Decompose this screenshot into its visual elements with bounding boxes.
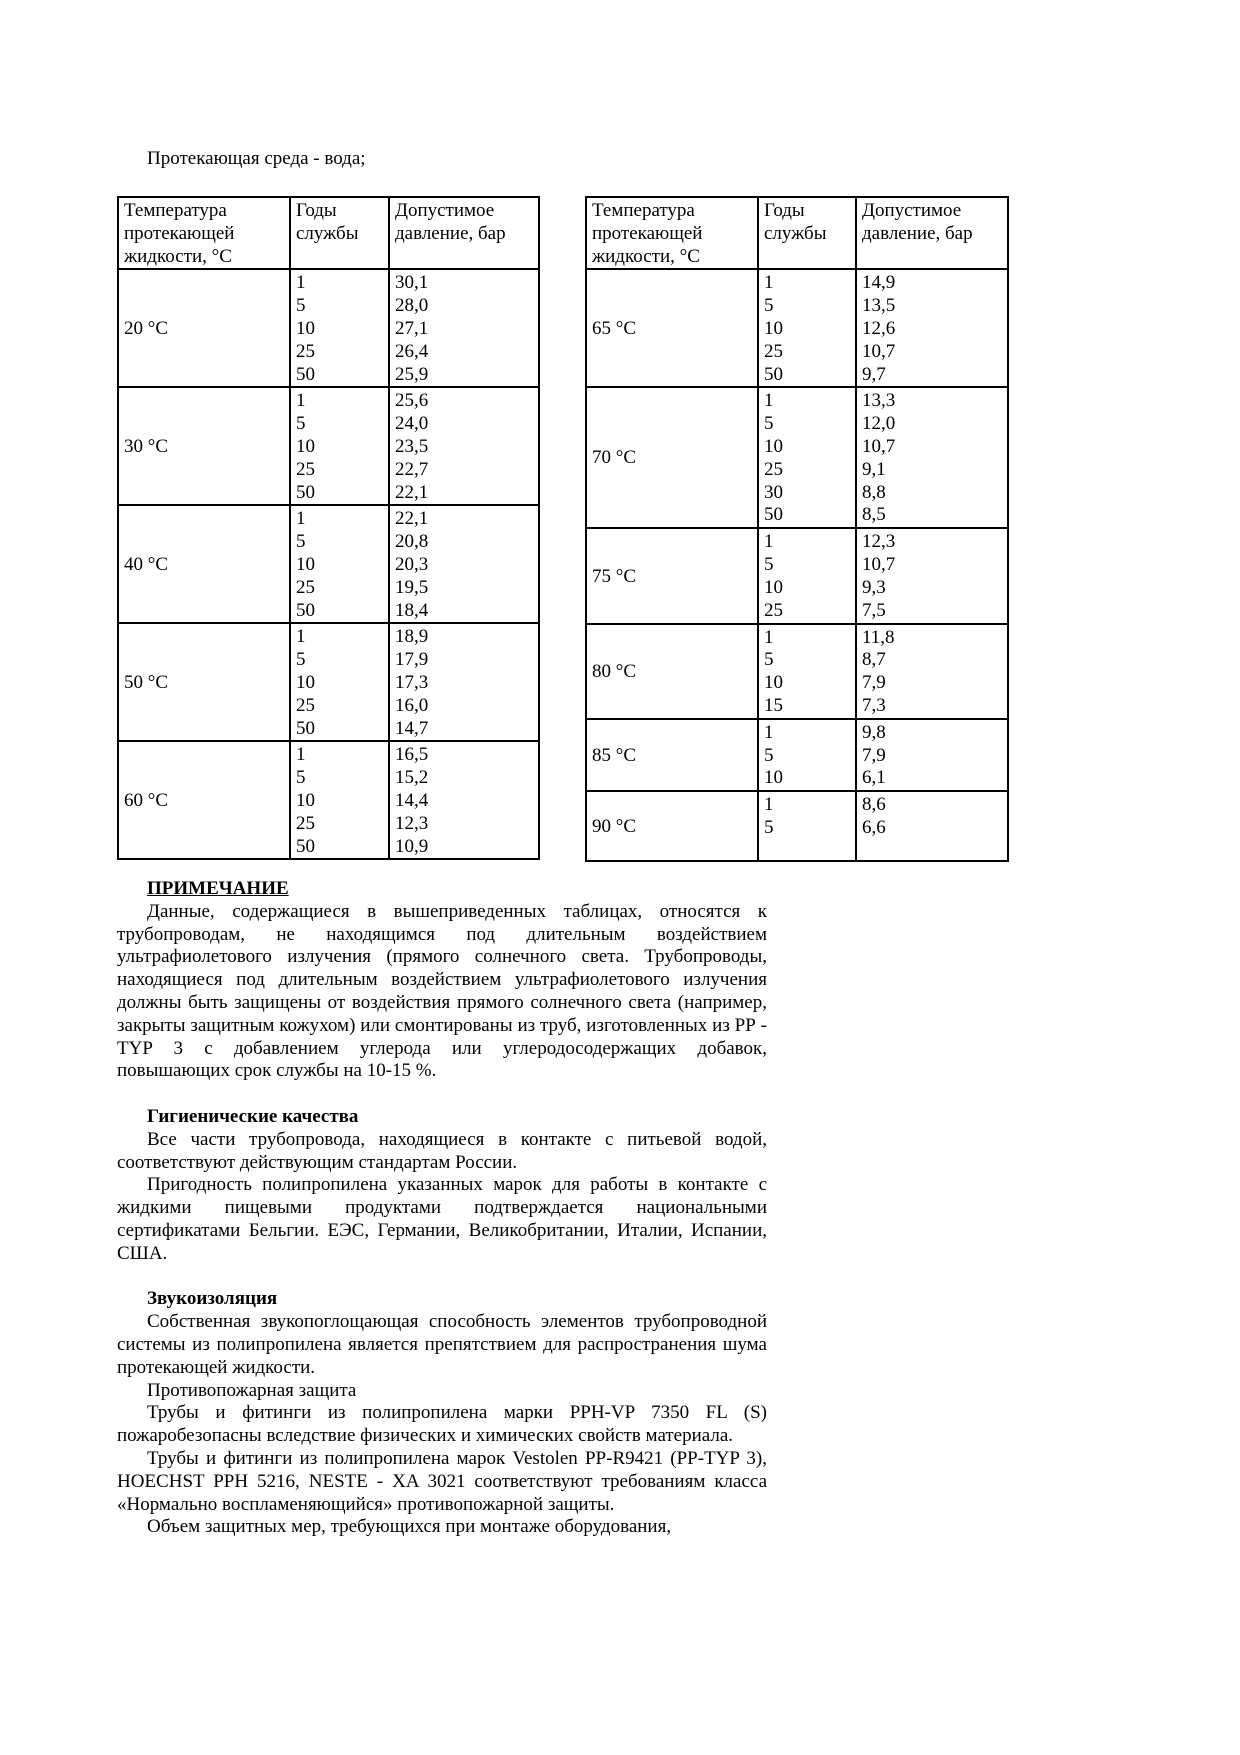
- header-temperature: [118, 197, 290, 269]
- pressure-value: 10,9: [395, 835, 429, 857]
- years-value: 1: [296, 390, 306, 412]
- years-value: 5: [296, 649, 306, 671]
- note-heading: ПРИМЕЧАНИЕ: [147, 878, 289, 899]
- years-cell: [758, 269, 856, 387]
- temperature-cell: 60 °С: [118, 741, 290, 859]
- pressure-value: 23,5: [395, 435, 429, 457]
- years-value: 1: [296, 744, 306, 766]
- pressure-value: 15,2: [395, 767, 429, 789]
- years-cell: [758, 387, 856, 528]
- pressure-cell: [856, 528, 1008, 623]
- table-row: [586, 528, 1008, 623]
- header-row: [118, 197, 539, 269]
- years-value: 10: [764, 435, 783, 457]
- years-value: 10: [296, 671, 315, 693]
- header-line: службы: [764, 222, 827, 244]
- years-cell: [290, 387, 389, 505]
- header-years: [758, 197, 856, 269]
- pressure-value: 9,8: [862, 721, 886, 743]
- header-line: Температура: [592, 200, 695, 221]
- table-row: [118, 741, 539, 859]
- pressure-cell: [389, 741, 539, 859]
- temperature-cell: 70 °С: [586, 387, 758, 528]
- pressure-value: 12,0: [862, 413, 896, 435]
- pressure-value: 9,1: [862, 458, 886, 480]
- pressure-value: 16,0: [395, 694, 429, 716]
- years-value: 25: [296, 458, 315, 480]
- header-line: службы: [296, 222, 359, 244]
- years-value: 15: [764, 694, 783, 716]
- pressure-table-left: [117, 196, 540, 860]
- years-cell: [290, 741, 389, 859]
- years-value: 5: [764, 744, 774, 766]
- table-row: [586, 719, 1008, 791]
- pressure-value: 16,5: [395, 744, 429, 766]
- header-line: Допустимое: [395, 200, 495, 221]
- pressure-cell: [389, 623, 539, 741]
- header-line: давление, бар: [862, 222, 973, 244]
- years-value: 5: [764, 295, 774, 317]
- header-line: Годы: [764, 200, 805, 221]
- years-value: 25: [764, 458, 783, 480]
- pressure-cell: [856, 269, 1008, 387]
- pressure-value: 8,7: [862, 649, 886, 671]
- pressure-value: 25,9: [395, 363, 429, 385]
- pressure-value: 22,7: [395, 458, 429, 480]
- pressure-value: 27,1: [395, 317, 429, 339]
- years-value: 5: [764, 413, 774, 435]
- years-value: 50: [296, 481, 315, 503]
- pressure-value: 7,3: [862, 694, 886, 716]
- pressure-cell: [389, 505, 539, 623]
- pressure-value: 8,5: [862, 504, 886, 526]
- temperature-cell: 90 °С: [586, 791, 758, 861]
- header-pressure: [389, 197, 539, 269]
- intro-text: Протекающая среда - вода;: [147, 148, 366, 169]
- years-cell: [290, 505, 389, 623]
- years-value: 25: [764, 340, 783, 362]
- pressure-table-right: [585, 196, 1009, 862]
- header-line: Годы: [296, 200, 337, 221]
- table-row: [118, 623, 539, 741]
- years-value: 50: [296, 835, 315, 857]
- years-value: 5: [296, 295, 306, 317]
- years-value: 5: [764, 816, 774, 838]
- pressure-cell: [856, 624, 1008, 719]
- pressure-value: 6,1: [862, 767, 886, 789]
- pressure-value: 10,7: [862, 435, 896, 457]
- pressure-value: 17,3: [395, 671, 429, 693]
- header-line: протекающей: [592, 222, 703, 244]
- years-value: 1: [764, 390, 774, 412]
- pressure-value: 7,5: [862, 599, 886, 621]
- years-value: 1: [764, 531, 774, 553]
- years-cell: [290, 269, 389, 387]
- years-value: 25: [764, 599, 783, 621]
- years-value: 25: [296, 694, 315, 716]
- years-cell: [758, 791, 856, 861]
- pressure-value: 26,4: [395, 340, 429, 362]
- years-cell: [758, 528, 856, 623]
- years-value: 1: [764, 272, 774, 294]
- pressure-value: 18,9: [395, 626, 429, 648]
- temperature-cell: 40 °С: [118, 505, 290, 623]
- years-cell: [290, 623, 389, 741]
- pressure-cell: [856, 791, 1008, 861]
- years-value: 10: [296, 317, 315, 339]
- temperature-cell: 30 °С: [118, 387, 290, 505]
- header-years: [290, 197, 389, 269]
- table-row: [118, 387, 539, 505]
- years-value: 30: [764, 481, 783, 503]
- years-value: 5: [296, 413, 306, 435]
- pressure-value: 14,9: [862, 272, 896, 294]
- years-value: 50: [764, 363, 783, 385]
- years-value: 1: [764, 721, 774, 743]
- years-value: 5: [764, 649, 774, 671]
- pressure-value: 6,6: [862, 816, 886, 838]
- pressure-value: 9,3: [862, 576, 886, 598]
- table-row: [586, 791, 1008, 861]
- fire-paragraph-2: Трубы и фитинги из полипропилена марок Vestolen PP-R9421 (PP-TYP 3), HOECHST PPH 5216, NESTE - XA 3021 соответствуют требованиям класса «Нормально воспламеняющийся» противопожарной защиты.: [117, 1447, 767, 1515]
- pressure-value: 13,3: [862, 390, 896, 412]
- years-value: 10: [764, 576, 783, 598]
- header-line: давление, бар: [395, 222, 506, 244]
- table-row: [118, 269, 539, 387]
- years-value: 25: [296, 812, 315, 834]
- pressure-value: 24,0: [395, 413, 429, 435]
- hygiene-paragraph-2: Пригодность полипропилена указанных марок для работы в контакте с жидкими пищевыми продуктами подтверждается национальными сертификатами Бельгии. ЕЭС, Германии, Великобритании, Италии, Испании, США.: [117, 1174, 767, 1264]
- pressure-value: 14,4: [395, 789, 429, 811]
- years-value: 1: [296, 626, 306, 648]
- years-value: 10: [296, 789, 315, 811]
- hygiene-paragraph-1: Все части трубопровода, находящиеся в контакте с питьевой водой, соответствуют действующим стандартам России.: [117, 1128, 767, 1173]
- fire-paragraph-1: Трубы и фитинги из полипропилена марки PPH-VP 7350 FL (S) пожаробезопасны вследствие физических и химических свойств материала.: [117, 1402, 767, 1447]
- pressure-value: 14,7: [395, 717, 429, 739]
- temperature-cell: 80 °С: [586, 624, 758, 719]
- pressure-value: 7,9: [862, 744, 886, 766]
- pressure-value: 7,9: [862, 672, 886, 694]
- header-line: жидкости, °С: [592, 245, 700, 267]
- header-line: Температура: [124, 200, 227, 221]
- header-line: жидкости, °С: [124, 245, 232, 267]
- pressure-value: 19,5: [395, 576, 429, 598]
- years-value: 10: [296, 553, 315, 575]
- fire-paragraph-3: Объем защитных мер, требующихся при монтаже оборудования,: [147, 1516, 672, 1538]
- years-value: 5: [296, 531, 306, 553]
- table-row: [118, 505, 539, 623]
- years-value: 1: [296, 508, 306, 530]
- pressure-value: 9,7: [862, 363, 886, 385]
- pressure-cell: [389, 269, 539, 387]
- header-pressure: [856, 197, 1008, 269]
- pressure-value: 20,8: [395, 531, 429, 553]
- pressure-value: 28,0: [395, 295, 429, 317]
- table-body-left: [118, 197, 539, 859]
- table-row: [586, 624, 1008, 719]
- header-line: Допустимое: [862, 200, 962, 221]
- sound-paragraph-1: Собственная звукопоглощающая способность элементов трубопроводной системы из полипропилена является препятствием для распространения шума протекающей жидкости.: [117, 1311, 767, 1378]
- pressure-value: 12,3: [395, 812, 429, 834]
- temperature-cell: 65 °С: [586, 269, 758, 387]
- hygiene-heading: Гигиенические качества: [147, 1105, 359, 1127]
- years-value: 10: [764, 317, 783, 339]
- fire-protection-label: Противопожарная защита: [147, 1379, 357, 1401]
- years-value: 50: [296, 717, 315, 739]
- temperature-cell: 50 °С: [118, 623, 290, 741]
- temperature-cell: 85 °С: [586, 719, 758, 791]
- table-body-right: [586, 197, 1008, 861]
- pressure-value: 18,4: [395, 599, 429, 621]
- years-value: 1: [764, 794, 774, 816]
- pressure-value: 8,8: [862, 481, 886, 503]
- table-row: [586, 387, 1008, 528]
- pressure-value: 8,6: [862, 794, 886, 816]
- pressure-value: 17,9: [395, 649, 429, 671]
- years-value: 50: [764, 504, 783, 526]
- pressure-value: 22,1: [395, 481, 429, 503]
- header-row: [586, 197, 1008, 269]
- years-value: 25: [296, 340, 315, 362]
- pressure-value: 10,7: [862, 554, 896, 576]
- pressure-value: 11,8: [862, 626, 895, 648]
- pressure-cell: [856, 387, 1008, 528]
- temperature-cell: 75 °С: [586, 528, 758, 623]
- pressure-cell: [389, 387, 539, 505]
- pressure-value: 30,1: [395, 272, 429, 294]
- years-cell: [758, 719, 856, 791]
- pressure-value: 13,5: [862, 295, 896, 317]
- years-value: 50: [296, 363, 315, 385]
- years-value: 25: [296, 576, 315, 598]
- pressure-value: 10,7: [862, 340, 896, 362]
- years-value: 10: [764, 767, 783, 789]
- years-value: 1: [764, 626, 774, 648]
- header-temperature: [586, 197, 758, 269]
- years-value: 5: [764, 554, 774, 576]
- years-value: 10: [764, 672, 783, 694]
- years-value: 50: [296, 599, 315, 621]
- pressure-cell: [856, 719, 1008, 791]
- years-value: 1: [296, 272, 306, 294]
- years-value: 10: [296, 435, 315, 457]
- pressure-value: 25,6: [395, 390, 429, 412]
- sound-heading: Звукоизоляция: [147, 1288, 278, 1310]
- pressure-value: 12,6: [862, 317, 896, 339]
- years-cell: [758, 624, 856, 719]
- pressure-value: 20,3: [395, 553, 429, 575]
- table-row: [586, 269, 1008, 387]
- temperature-cell: 20 °С: [118, 269, 290, 387]
- pressure-value: 22,1: [395, 508, 429, 530]
- note-text: Данные, содержащиеся в вышеприведенных таблицах, относятся к трубопроводам, не находящимся под длительным воздействием ультрафиолетового излучения (прямого солнечного света. Трубопроводы, находящиеся под длительным воздействием ультрафиолетового излучения должны быть защищены от воздействия прямого солнечного света (например, закрыты защитным кожухом) или смонтированы из труб, изготовленных из РР - TYP 3 с добавлением углерода или углеродосодержащих добавок, повышающих срок службы на 10-15 %.: [117, 900, 767, 1082]
- header-line: протекающей: [124, 222, 235, 244]
- notes-section: [117, 878, 767, 1539]
- pressure-value: 12,3: [862, 531, 896, 553]
- years-value: 5: [296, 767, 306, 789]
